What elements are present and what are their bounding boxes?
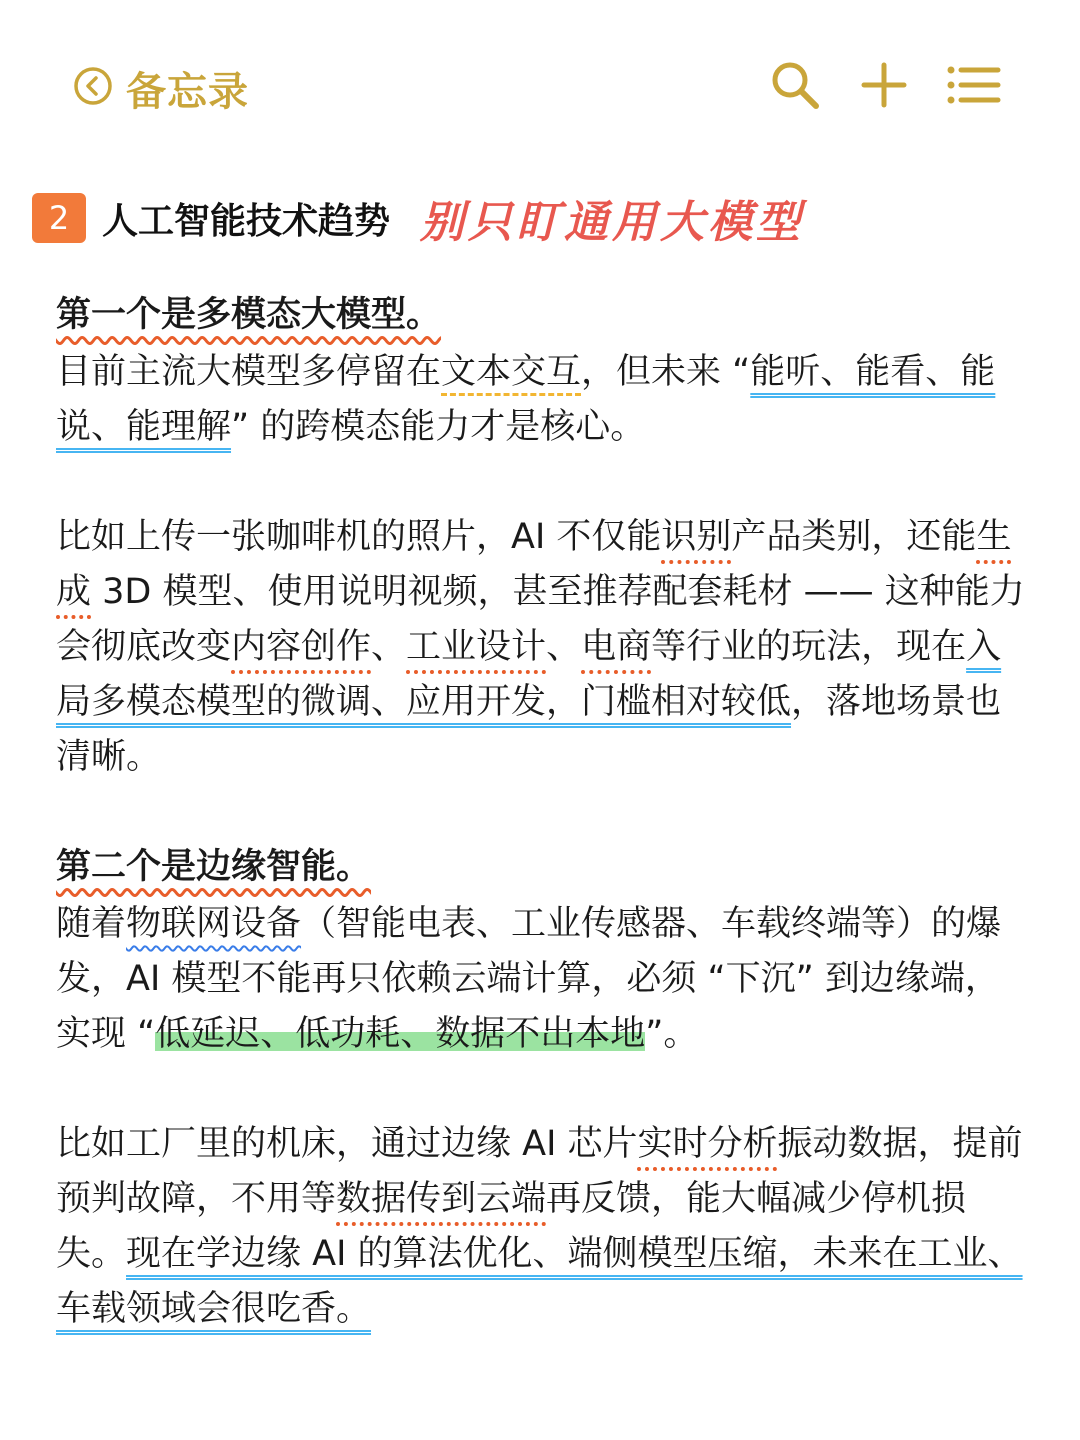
paragraph	[56, 510, 1028, 785]
paragraph	[56, 897, 1028, 1062]
text-run: 比如上传一张咖啡机的照片，AI 不仅能	[56, 517, 662, 557]
text-run: 随着	[56, 904, 127, 944]
back-button[interactable]	[72, 58, 249, 118]
text-run: ，但未来 “	[581, 352, 751, 392]
highlighted-text: 数据传到云端	[336, 1179, 547, 1219]
section-title: 人工智能技术趋势	[102, 200, 391, 242]
highlighted-text: 文本交互	[441, 352, 582, 392]
highlighted-text: 现在学边缘 AI 的算法优化、端侧模型压缩，未来在工业、车载领域会很吃香。	[56, 1234, 1023, 1329]
plus-icon	[855, 99, 913, 118]
highlighted-text: 能听、能看、能说、能理解	[56, 352, 996, 447]
text-run: 再反馈，能大幅减少停机损失。	[56, 1179, 967, 1274]
back-label: 备忘录	[126, 68, 249, 115]
text-run: ”。	[645, 1014, 699, 1054]
section-heading	[32, 186, 1052, 250]
add-button[interactable]	[855, 56, 913, 114]
highlighted-text: 低延迟、低功耗、数据不出本地	[155, 1014, 646, 1054]
text-run: （智能电表、工业传感器、车载终端等）的爆发，AI 模型不能再只依赖云端计算，必须 “下沉” 到边缘端，实现 “	[56, 904, 1002, 1054]
chevron-left-circle-icon	[72, 65, 114, 111]
search-icon	[766, 99, 824, 118]
subhead-multimodal: 第一个是多模态大模型。	[56, 295, 442, 335]
text-run: 产品类别，还能	[731, 517, 977, 557]
section-number-badge: 2	[32, 193, 86, 243]
text-run: 、	[371, 627, 407, 667]
top-bar	[0, 0, 1080, 170]
handwritten-note: 别只盯通用大模型	[420, 197, 805, 248]
highlighted-text: 实时分析	[637, 1124, 778, 1164]
menu-button[interactable]	[944, 56, 1002, 114]
paragraph	[56, 345, 1028, 455]
text-run: 比如工厂里的机床，通过边缘 AI 芯片	[56, 1124, 638, 1164]
text-run: ，落地场景也清晰。	[56, 682, 1002, 777]
text-run: 3D 模型、使用说明视频，甚至推荐配套耗材 —— 这种能力会彻底改变	[56, 572, 1025, 667]
highlighted-text: 工业设计	[406, 627, 547, 667]
text-run: 振动数据，提前预判故障，不用等	[56, 1124, 1023, 1219]
subhead-edge-ai: 第二个是边缘智能。	[56, 847, 372, 887]
highlighted-text: 识别	[661, 517, 732, 557]
highlighted-text: 内容创作	[231, 627, 372, 667]
text-run: 等行业的玩法，现在	[651, 627, 967, 667]
text-run: 目前主流大模型多停留在	[56, 352, 442, 392]
paragraph	[56, 1117, 1028, 1337]
search-button[interactable]	[766, 56, 824, 114]
text-run: ” 的跨模态能力才是核心。	[231, 407, 646, 447]
highlighted-text: 物联网设备	[126, 904, 302, 944]
highlighted-text: 生成	[56, 517, 1012, 612]
list-icon	[944, 99, 1002, 118]
note-body[interactable]	[56, 288, 1028, 1337]
text-run: 、	[546, 627, 582, 667]
highlighted-text: 入局多模态模型的微调、应用开发，门槛相对较低	[56, 627, 1002, 722]
highlighted-text: 电商	[581, 627, 652, 667]
